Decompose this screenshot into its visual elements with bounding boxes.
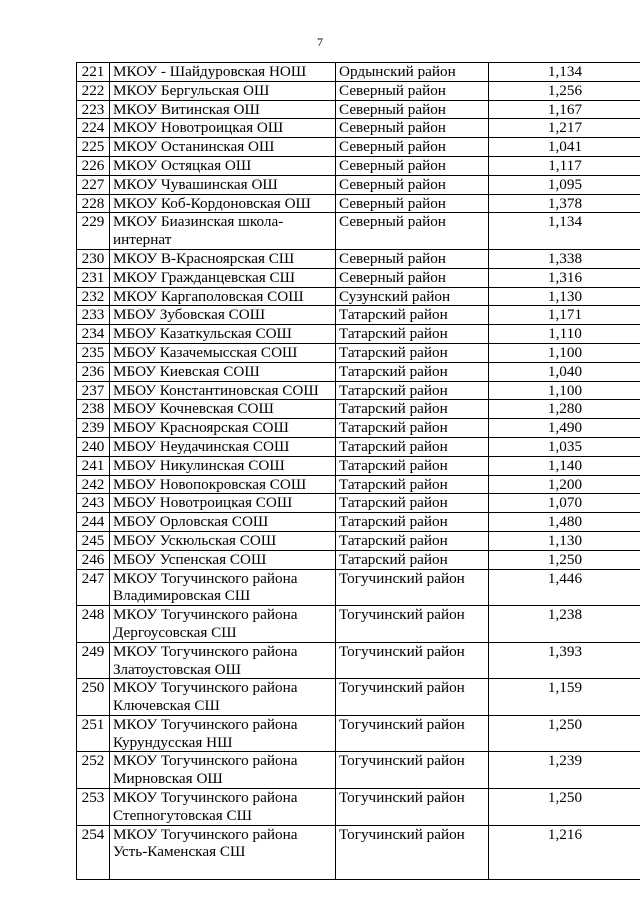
coefficient-value: 1,250 <box>489 715 640 752</box>
district-name: Татарский район <box>336 513 489 532</box>
district-name: Ордынский район <box>336 63 489 82</box>
school-name: МКОУ Коб-Кордоновская ОШ <box>110 194 336 213</box>
table-row <box>77 642 640 679</box>
row-number: 249 <box>77 642 110 679</box>
school-name: МКОУ Останинская ОШ <box>110 138 336 157</box>
school-name: МБОУ Зубовская СОШ <box>110 306 336 325</box>
school-name: МКОУ Тогучинского района Курундусская НШ <box>110 715 336 752</box>
table-row <box>77 475 640 494</box>
row-number: 242 <box>77 475 110 494</box>
table-row <box>77 752 640 789</box>
table-row <box>77 325 640 344</box>
table-row <box>77 550 640 569</box>
row-number: 231 <box>77 268 110 287</box>
school-name: МКОУ Тогучинского района Степногутовская СШ <box>110 789 336 826</box>
school-name: МКОУ Остяцкая ОШ <box>110 156 336 175</box>
coefficient-value: 1,250 <box>489 789 640 826</box>
row-number: 224 <box>77 119 110 138</box>
district-name: Татарский район <box>336 456 489 475</box>
district-name: Сузунский район <box>336 287 489 306</box>
coefficient-value: 1,446 <box>489 569 640 606</box>
table-row <box>77 513 640 532</box>
row-number: 248 <box>77 606 110 643</box>
district-name: Татарский район <box>336 325 489 344</box>
table-row <box>77 81 640 100</box>
district-name: Северный район <box>336 249 489 268</box>
district-name: Северный район <box>336 100 489 119</box>
row-number: 233 <box>77 306 110 325</box>
district-name: Тогучинский район <box>336 569 489 606</box>
coefficient-value: 1,159 <box>489 679 640 716</box>
coefficient-value: 1,041 <box>489 138 640 157</box>
school-name: МКОУ Новотроицкая ОШ <box>110 119 336 138</box>
table-row <box>77 119 640 138</box>
table-row <box>77 494 640 513</box>
row-number: 241 <box>77 456 110 475</box>
coefficient-value: 1,480 <box>489 513 640 532</box>
school-name: МКОУ Тогучинского района Ключевская СШ <box>110 679 336 716</box>
district-name: Северный район <box>336 119 489 138</box>
school-name: МКОУ В-Красноярская СШ <box>110 249 336 268</box>
coefficient-value: 1,130 <box>489 287 640 306</box>
coefficient-value: 1,217 <box>489 119 640 138</box>
coefficient-value: 1,095 <box>489 175 640 194</box>
coefficient-value: 1,167 <box>489 100 640 119</box>
school-name: МБОУ Ускюльская СОШ <box>110 531 336 550</box>
table-row <box>77 679 640 716</box>
school-name: МКОУ Витинская ОШ <box>110 100 336 119</box>
district-name: Северный район <box>336 194 489 213</box>
school-name: МБОУ Неудачинская СОШ <box>110 437 336 456</box>
coefficient-value: 1,250 <box>489 550 640 569</box>
page-number: 7 <box>317 35 323 49</box>
school-name: МБОУ Никулинская СОШ <box>110 456 336 475</box>
district-name: Северный район <box>336 213 489 250</box>
coefficient-value: 1,239 <box>489 752 640 789</box>
district-name: Тогучинский район <box>336 825 489 880</box>
table-row <box>77 287 640 306</box>
schools-table <box>76 62 640 880</box>
row-number: 225 <box>77 138 110 157</box>
school-name: МБОУ Красноярская СОШ <box>110 419 336 438</box>
district-name: Татарский район <box>336 343 489 362</box>
table-row <box>77 531 640 550</box>
row-number: 230 <box>77 249 110 268</box>
district-name: Татарский район <box>336 475 489 494</box>
district-name: Тогучинский район <box>336 752 489 789</box>
table-row <box>77 268 640 287</box>
district-name: Северный район <box>336 156 489 175</box>
coefficient-value: 1,378 <box>489 194 640 213</box>
row-number: 237 <box>77 381 110 400</box>
table-row <box>77 63 640 82</box>
coefficient-value: 1,035 <box>489 437 640 456</box>
coefficient-value: 1,134 <box>489 63 640 82</box>
coefficient-value: 1,200 <box>489 475 640 494</box>
row-number: 228 <box>77 194 110 213</box>
school-name: МКОУ Каргаполовская СОШ <box>110 287 336 306</box>
row-number: 252 <box>77 752 110 789</box>
coefficient-value: 1,040 <box>489 362 640 381</box>
district-name: Тогучинский район <box>336 715 489 752</box>
row-number: 250 <box>77 679 110 716</box>
row-number: 244 <box>77 513 110 532</box>
row-number: 223 <box>77 100 110 119</box>
coefficient-value: 1,280 <box>489 400 640 419</box>
coefficient-value: 1,256 <box>489 81 640 100</box>
district-name: Тогучинский район <box>336 606 489 643</box>
district-name: Татарский район <box>336 437 489 456</box>
coefficient-value: 1,238 <box>489 606 640 643</box>
table-row <box>77 419 640 438</box>
table-row <box>77 138 640 157</box>
row-number: 236 <box>77 362 110 381</box>
table-row <box>77 175 640 194</box>
coefficient-value: 1,100 <box>489 343 640 362</box>
school-name: МКОУ Тогучинского района Усть-Каменская СШ <box>110 825 336 880</box>
row-number: 227 <box>77 175 110 194</box>
school-name: МКОУ Тогучинского района Мирновская ОШ <box>110 752 336 789</box>
district-name: Татарский район <box>336 419 489 438</box>
district-name: Татарский район <box>336 531 489 550</box>
row-number: 251 <box>77 715 110 752</box>
school-name: МКОУ Бергульская ОШ <box>110 81 336 100</box>
row-number: 254 <box>77 825 110 880</box>
row-number: 226 <box>77 156 110 175</box>
district-name: Татарский район <box>336 381 489 400</box>
district-name: Татарский район <box>336 494 489 513</box>
table-row <box>77 194 640 213</box>
district-name: Татарский район <box>336 362 489 381</box>
school-name: МКОУ - Шайдуровская НОШ <box>110 63 336 82</box>
school-name: МКОУ Тогучинского района Владимировская СШ <box>110 569 336 606</box>
coefficient-value: 1,316 <box>489 268 640 287</box>
coefficient-value: 1,117 <box>489 156 640 175</box>
table-row <box>77 789 640 826</box>
table-row <box>77 606 640 643</box>
table-row <box>77 569 640 606</box>
row-number: 243 <box>77 494 110 513</box>
school-name: МКОУ Чувашинская ОШ <box>110 175 336 194</box>
coefficient-value: 1,393 <box>489 642 640 679</box>
district-name: Татарский район <box>336 550 489 569</box>
school-name: МБОУ Кочневская СОШ <box>110 400 336 419</box>
table-row <box>77 715 640 752</box>
district-name: Татарский район <box>336 306 489 325</box>
coefficient-value: 1,130 <box>489 531 640 550</box>
row-number: 245 <box>77 531 110 550</box>
school-name: МБОУ Казаткульская СОШ <box>110 325 336 344</box>
district-name: Северный район <box>336 81 489 100</box>
school-name: МКОУ Тогучинского района Златоустовская ОШ <box>110 642 336 679</box>
district-name: Северный район <box>336 268 489 287</box>
coefficient-value: 1,140 <box>489 456 640 475</box>
school-name: МБОУ Константиновская СОШ <box>110 381 336 400</box>
row-number: 253 <box>77 789 110 826</box>
district-name: Северный район <box>336 175 489 194</box>
table-row <box>77 306 640 325</box>
district-name: Тогучинский район <box>336 679 489 716</box>
school-name: МБОУ Новотроицкая СОШ <box>110 494 336 513</box>
district-name: Северный район <box>336 138 489 157</box>
coefficient-value: 1,216 <box>489 825 640 880</box>
coefficient-value: 1,134 <box>489 213 640 250</box>
row-number: 222 <box>77 81 110 100</box>
row-number: 240 <box>77 437 110 456</box>
table-row <box>77 456 640 475</box>
coefficient-value: 1,110 <box>489 325 640 344</box>
coefficient-value: 1,070 <box>489 494 640 513</box>
district-name: Тогучинский район <box>336 642 489 679</box>
row-number: 234 <box>77 325 110 344</box>
coefficient-value: 1,100 <box>489 381 640 400</box>
school-name: МБОУ Новопокровская СОШ <box>110 475 336 494</box>
row-number: 235 <box>77 343 110 362</box>
school-name: МКОУ Биазинская школа-интернат <box>110 213 336 250</box>
row-number: 239 <box>77 419 110 438</box>
table-row <box>77 343 640 362</box>
table-row <box>77 249 640 268</box>
table-row <box>77 437 640 456</box>
coefficient-value: 1,171 <box>489 306 640 325</box>
school-name: МБОУ Успенская СОШ <box>110 550 336 569</box>
table-row <box>77 825 640 880</box>
row-number: 232 <box>77 287 110 306</box>
table-row <box>77 156 640 175</box>
table-body <box>77 63 640 880</box>
district-name: Татарский район <box>336 400 489 419</box>
school-name: МБОУ Киевская СОШ <box>110 362 336 381</box>
row-number: 247 <box>77 569 110 606</box>
school-name: МКОУ Гражданцевская СШ <box>110 268 336 287</box>
district-name: Тогучинский район <box>336 789 489 826</box>
school-name: МБОУ Казачемысская СОШ <box>110 343 336 362</box>
row-number: 221 <box>77 63 110 82</box>
table-row <box>77 100 640 119</box>
row-number: 229 <box>77 213 110 250</box>
table-row <box>77 381 640 400</box>
coefficient-value: 1,338 <box>489 249 640 268</box>
school-name: МКОУ Тогучинского района Дергоусовская СШ <box>110 606 336 643</box>
table-row <box>77 400 640 419</box>
school-name: МБОУ Орловская СОШ <box>110 513 336 532</box>
table-row <box>77 362 640 381</box>
row-number: 246 <box>77 550 110 569</box>
row-number: 238 <box>77 400 110 419</box>
table-row <box>77 213 640 250</box>
coefficient-value: 1,490 <box>489 419 640 438</box>
